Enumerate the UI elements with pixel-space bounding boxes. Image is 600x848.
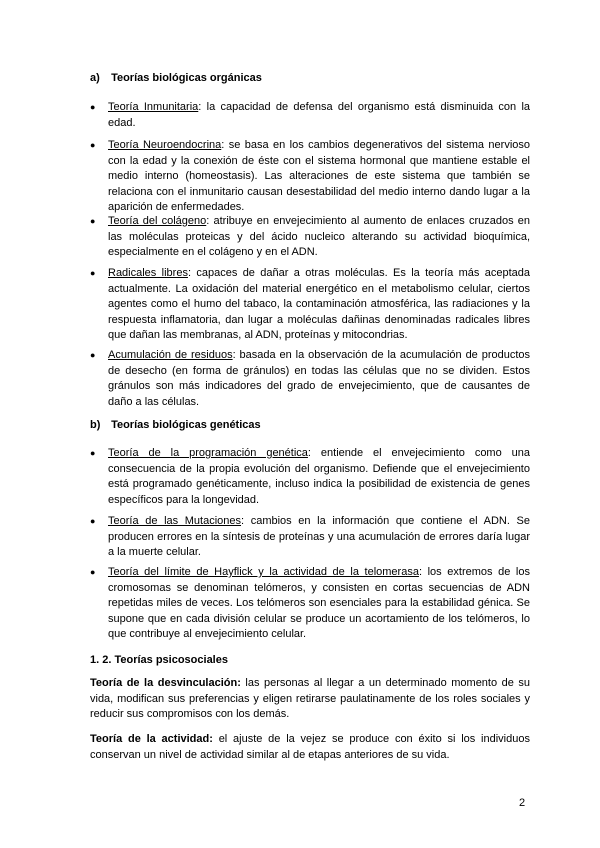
item-term: Teoría del límite de Hayflick y la actividad de la telomerasa: [108, 566, 419, 578]
list-item: [90, 348, 530, 410]
item-text: : basada en la observación de la acumulación de productos de desecho (en forma de gránulos) en todas las células que no se dividen. Estos gránulos son más indicadores del grado de envejecimiento, que de causantes de daño a las células.: [108, 349, 531, 408]
bullet-icon: ●: [90, 268, 96, 278]
bullet-icon: ●: [90, 516, 96, 526]
list-item: [90, 100, 530, 131]
page-number: 2: [519, 797, 526, 809]
list-item: [90, 266, 530, 344]
paragraph: [90, 676, 530, 723]
paragraph-text: las personas al llegar a un determinado momento de su vida, modifican sus preferencias y eligen retirarse paulatinamente de los roles sociales y reducir sus compromisos con los demás.: [90, 677, 530, 721]
item-term: Teoría del colágeno: [108, 215, 207, 227]
bullet-icon: ●: [90, 448, 96, 458]
bullet-icon: ●: [90, 216, 96, 226]
item-term: Teoría de las Mutaciones: [108, 515, 242, 527]
list-item: [90, 138, 530, 216]
item-text: : cambios en la información que contiene el ADN. Se producen errores en la síntesis de proteínas y una acumulación de errores daría lugar a la muerte celular.: [108, 515, 530, 559]
bullet-icon: ●: [90, 350, 96, 360]
item-term: Teoría Neuroendocrina: [108, 139, 222, 151]
paragraph-term: Teoría de la desvinculación:: [90, 677, 241, 689]
paragraph: [90, 732, 530, 763]
section-b-heading: [90, 419, 261, 431]
section-a-title: Teorías biológicas orgánicas: [111, 72, 262, 84]
item-term: Teoría Inmunitaria: [108, 101, 199, 113]
item-text: : se basa en los cambios degenerativos del sistema nervioso con la edad y la conexión de éste con el sistema hormonal que mantiene estable el medio interno (homeostasis). Las alteraciones de este sistema que también se relaciona con el inmunitario causan desestabilidad del medio interno dando lugar a la aparición de enfermedades.: [108, 139, 530, 214]
paragraph-text: el ajuste de la vejez se produce con éxito si los individuos conservan un nivel de actividad similar al de etapas anteriores de su vida.: [90, 733, 530, 761]
item-text: : atribuye en envejecimiento al aumento de enlaces cruzados en las moléculas proteicas y del ácido nucleico alterando su actividad bioquímica, especialmente en el colágeno y en el ADN.: [108, 215, 530, 259]
item-text: : capaces de dañar a otras moléculas. Es la teoría más aceptada actualmente. La oxidación del material energético en el metabolismo celular, ciertos agentes como el humo del tabaco, la contaminación atmosférica, las radiaciones y la respuesta inflamatoria, dan lugar a moléculas dañinas denominadas radicales libres que dañan las membranas, al ADN, proteínas y mitocondrias.: [108, 267, 530, 342]
bullet-icon: ●: [90, 102, 96, 112]
list-item: [90, 514, 530, 561]
section-12-title: 1. 2. Teorías psicosociales: [90, 654, 228, 666]
item-text: : los extremos de los cromosomas se denominan telómeros, y consisten en cortas secuencias de ADN repetidas miles de veces. Los telómeros son esenciales para la estabilidad génica. Se supone que en cada división celular se produce un acortamiento de los telómeros, lo que contribuye al envejecimiento celular.: [108, 566, 530, 641]
paragraph-term: Teoría de la actividad:: [90, 733, 213, 745]
item-text: : entiende el envejecimiento como una consecuencia de la propia evolución del organismo. Defiende que el envejecimiento está programado genéticamente, incluso indica la posibilidad de existencia de genes específicos para la longevidad.: [108, 447, 530, 506]
section-b-label: b): [90, 419, 101, 431]
section-a-label: a): [90, 72, 100, 84]
list-item: [90, 214, 530, 261]
section-b-title: Teorías biológicas genéticas: [111, 419, 261, 431]
section-a-heading: [90, 72, 262, 84]
list-item: [90, 446, 530, 508]
item-term: Teoría de la programación genética: [108, 447, 308, 459]
bullet-icon: ●: [90, 140, 96, 150]
item-term: Acumulación de residuos: [108, 349, 233, 361]
bullet-icon: ●: [90, 567, 96, 577]
list-item: [90, 565, 530, 643]
item-term: Radicales libres: [108, 267, 188, 279]
item-text: : la capacidad de defensa del organismo está disminuida con la edad.: [108, 101, 531, 129]
